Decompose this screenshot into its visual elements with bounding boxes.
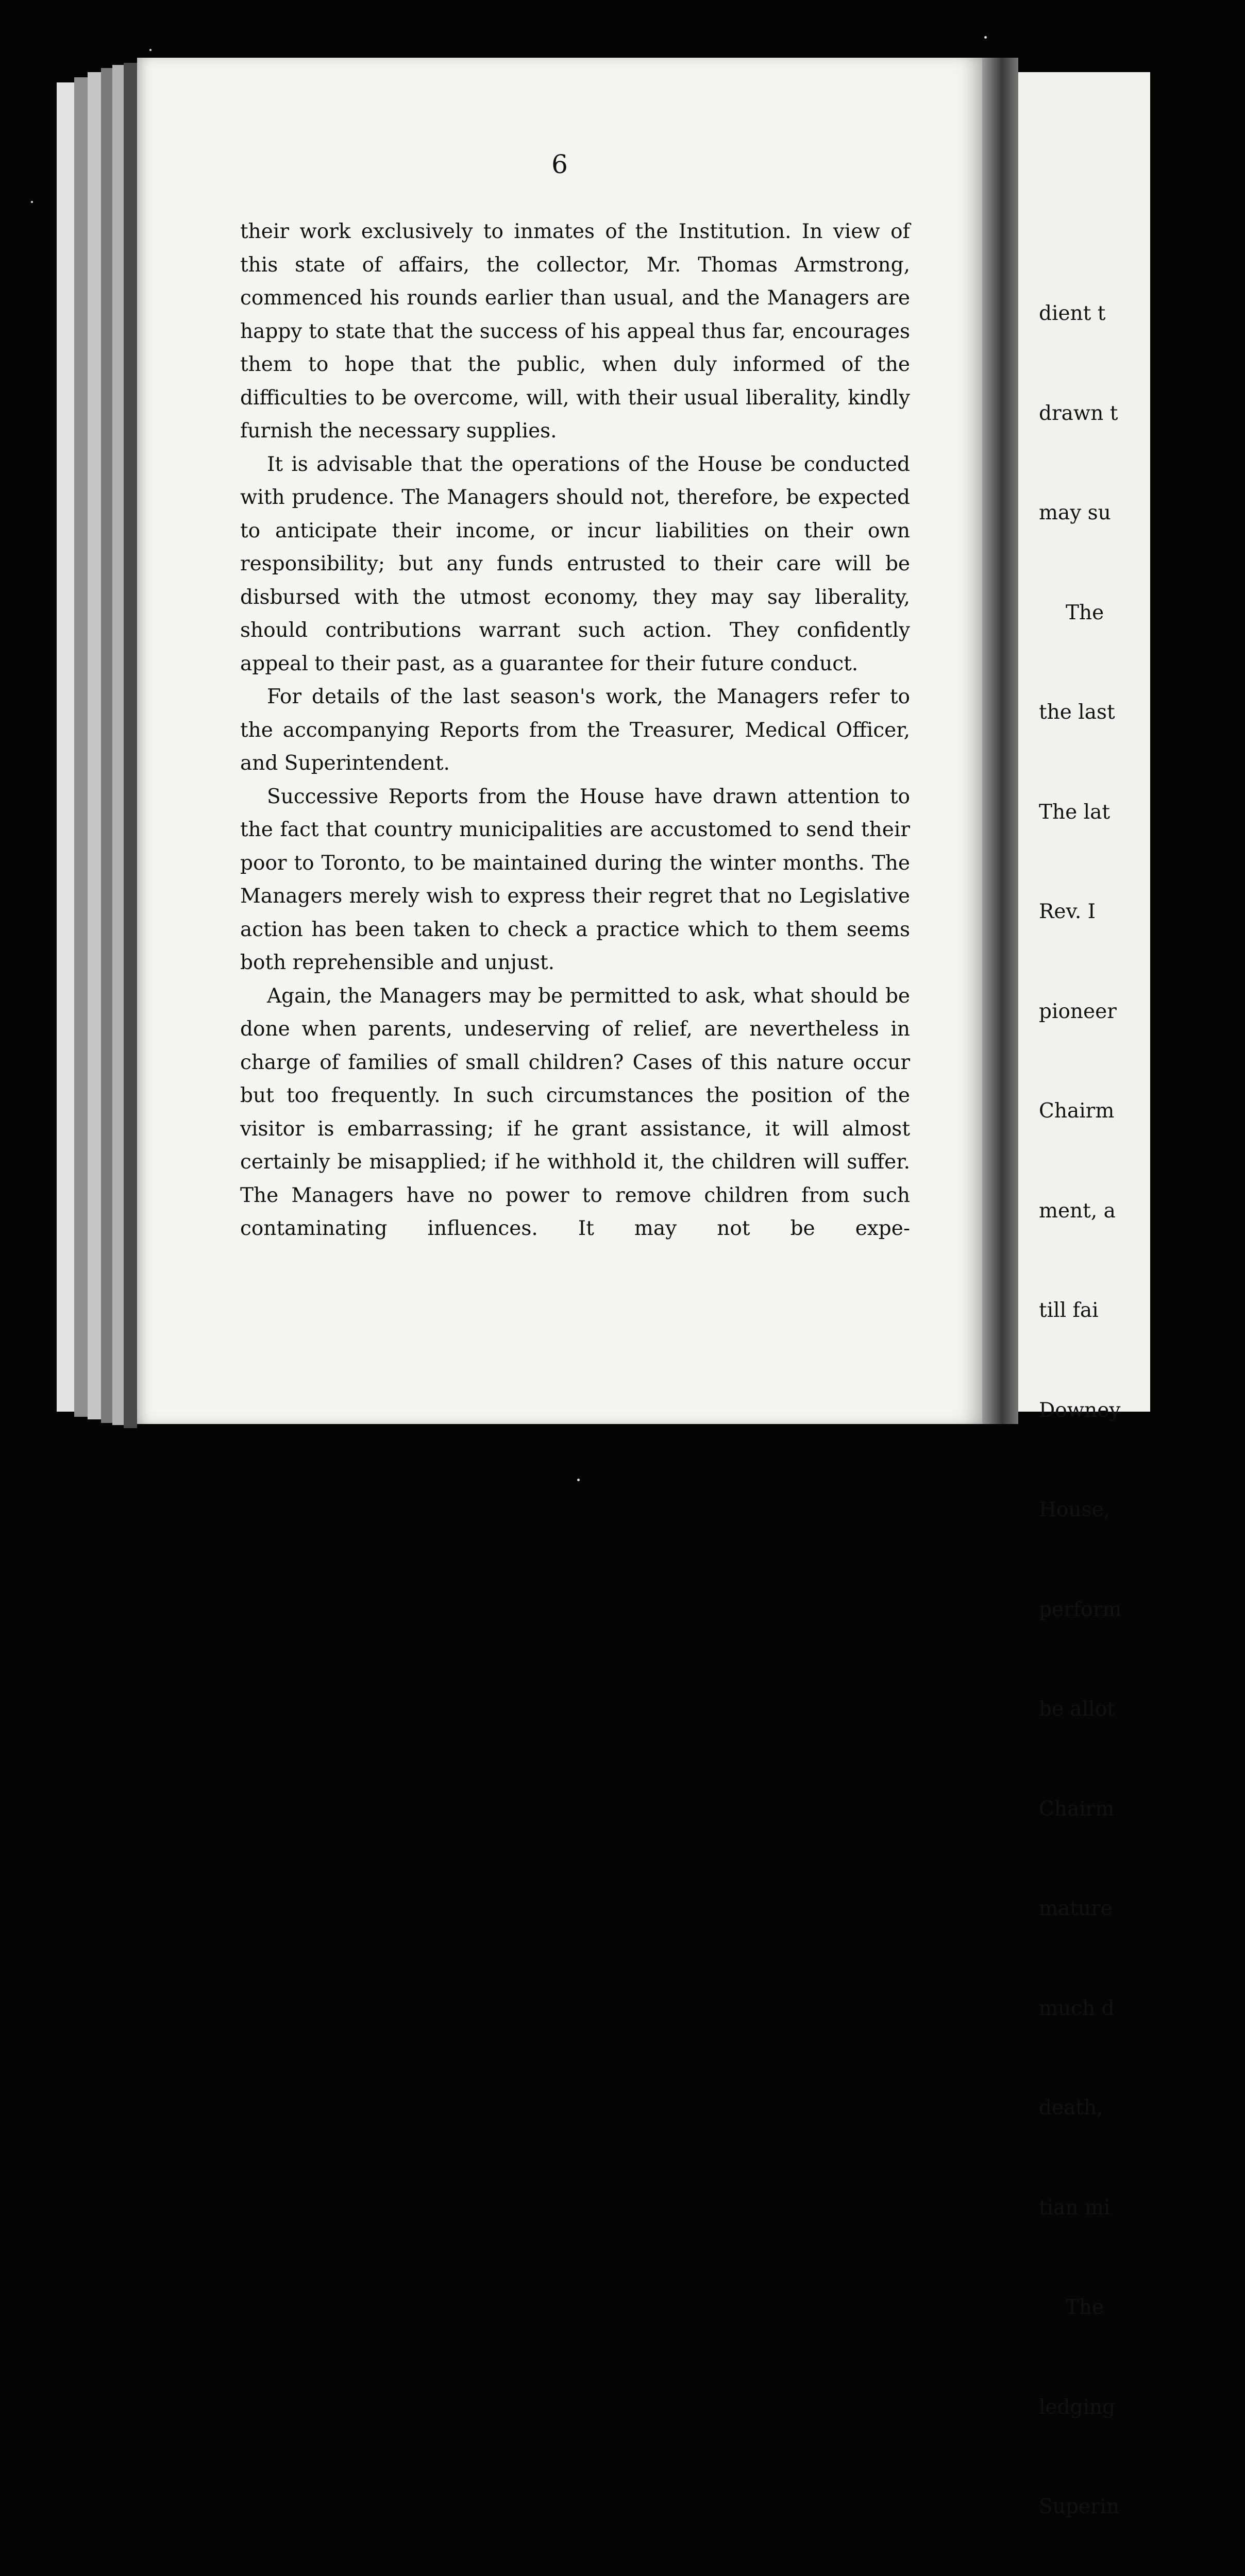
left-page — [137, 58, 982, 1424]
line-fragment: dient t — [1039, 302, 1106, 325]
paragraph: Again, the Managers may be permitted to ask, what should be done when parents, undeserving of relief, are nevertheless in charge of families of small children? Cases of this nature occur but too frequently. In such circumstances the position of the visitor is embarrassing; if he grant assistance, it will almost certainly be misapplied; if he withhold it, the children will suffer. The Managers have no power to remove children from such contaminating influences. It may not be expe- — [240, 984, 910, 1240]
page-stack-edge — [101, 68, 112, 1423]
paragraph: their work exclusively to inmates of the Institution. In view of this state of affairs, the collector, Mr. Thomas Armstrong, commenced his rounds earlier than usual, and the Managers are happy to state that the success of his appeal thus far, encourages them to hope that the public, when duly informed of the difficulties to be overcome, will, with their usual liberality, kindly furnish the necessary supplies. — [240, 220, 910, 443]
line-fragment: House, — [1039, 1498, 1111, 1521]
page-stack-edge — [74, 77, 88, 1417]
line-fragment: Chairm — [1039, 1099, 1115, 1123]
dust-speck — [984, 36, 987, 39]
paragraph: For details of the last season's work, the Managers refer to the accompanying Reports from the Treasurer, Medical Officer, and Superintendent. — [240, 685, 910, 775]
dust-speck — [577, 1479, 580, 1481]
line-fragment: The — [1066, 601, 1104, 624]
line-fragment: The — [1066, 2296, 1104, 2319]
book-gutter — [982, 58, 1018, 1424]
dust-speck — [149, 49, 152, 51]
line-fragment: The lat — [1039, 800, 1111, 824]
line-fragment: much d — [1039, 1996, 1115, 2020]
page-stack-edge — [57, 82, 74, 1412]
line-fragment: may su — [1039, 501, 1111, 524]
page-stack-edge — [88, 72, 101, 1419]
line-fragment: Superin — [1039, 2495, 1120, 2518]
line-fragment: drawn t — [1039, 401, 1118, 425]
line-fragment: the last — [1039, 701, 1115, 724]
dust-speck — [31, 201, 33, 203]
line-fragment: ledging — [1039, 2395, 1116, 2419]
line-fragment: pioneer — [1039, 999, 1117, 1023]
line-fragment: tian mi — [1039, 2196, 1111, 2219]
page-number: 6 — [551, 149, 568, 179]
line-fragment: be allot — [1039, 1698, 1115, 1721]
line-fragment: Chairm — [1039, 1797, 1115, 1821]
right-page — [1018, 72, 1150, 2518]
line-fragment: mature — [1039, 1897, 1113, 1920]
line-fragment: Downey — [1039, 1398, 1121, 1422]
line-fragment: perform — [1039, 1598, 1122, 1621]
right-page-text — [1039, 231, 1245, 2576]
page-stack-edge — [112, 65, 124, 1425]
line-fragment: death, — [1039, 2096, 1103, 2120]
page-stack-edge — [124, 63, 137, 1428]
line-fragment: till fai — [1039, 1299, 1099, 1322]
paragraph: Successive Reports from the House have drawn attention to the fact that country municipalities are accustomed to send their poor to Toronto, to be maintained during the winter months. The Managers merely wish to express their regret that no Legislative action has been taken to check a practice which to them seems both reprehensible and unjust. — [240, 785, 910, 974]
paragraph: It is advisable that the operations of the House be conducted with prudence. The Managers should not, therefore, be expected to anticipate their income, or incur liabilities on their own responsibility; but any funds entrusted to their care will be disbursed with the utmost economy, they may say liberality, should contributions warrant such action. They confidently appeal to their past, as a guarantee for their future conduct. — [240, 452, 910, 675]
line-fragment: Rev. I — [1039, 900, 1096, 923]
body-text — [240, 215, 910, 1246]
line-fragment: ment, a — [1039, 1199, 1116, 1223]
